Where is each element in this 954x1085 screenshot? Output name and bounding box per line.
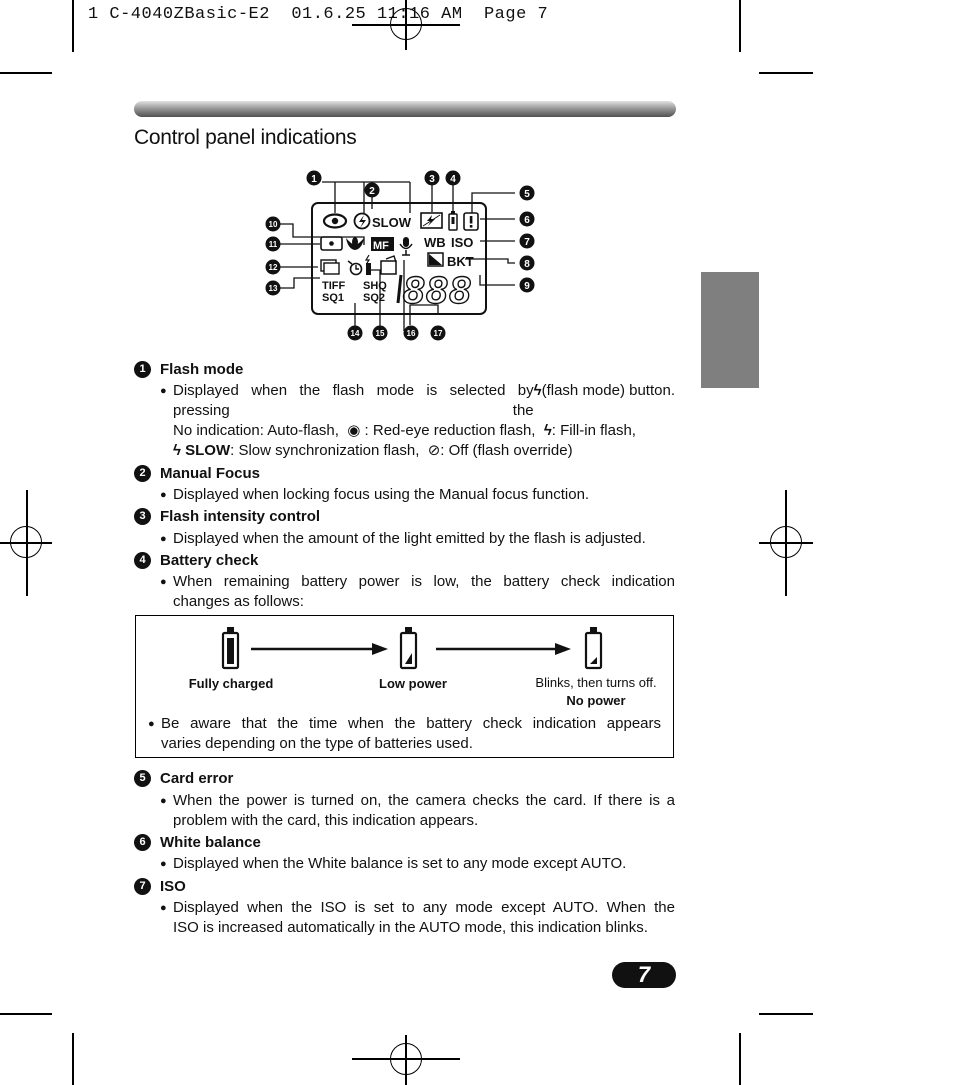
crop-mark — [0, 72, 52, 74]
item-manual-focus — [134, 465, 260, 482]
label-fully-charged: Fully charged — [188, 676, 274, 691]
bullet-icon: ● — [160, 489, 167, 501]
flash-off-icon — [355, 214, 370, 229]
item-iso-text: ● Displayed when the ISO is set to any mode except AUTO. When the ISO is increased automatically in the AUTO mode, this indication blinks. — [160, 899, 675, 936]
lcd-shq-label: SHQ — [363, 280, 387, 292]
page-number: 7 — [612, 962, 676, 988]
item-number: 7 — [134, 878, 151, 895]
item-card-error-text: ● When the power is turned on, the camera checks the card. If there is a problem with the card, this indication appears. — [160, 792, 675, 829]
item-title: Manual Focus — [160, 465, 261, 482]
crop-mark — [0, 1013, 52, 1015]
crop-mark — [759, 1013, 813, 1015]
callout-9 — [520, 278, 535, 293]
macro-icon — [346, 237, 364, 250]
crop-mark — [759, 72, 813, 74]
exposure-compensation-icon — [428, 253, 443, 266]
lcd-digits: 888 — [403, 270, 473, 312]
flash-intensity-icon — [421, 213, 442, 228]
battery-icon — [401, 627, 416, 668]
battery-icon — [449, 211, 457, 230]
svg-text:8: 8 — [524, 259, 530, 270]
item-title: Flash mode — [160, 361, 244, 378]
crop-mark — [739, 1033, 741, 1085]
item-flash-mode — [134, 361, 243, 378]
item-title: Flash intensity control — [160, 508, 321, 525]
svg-text:10: 10 — [268, 220, 278, 229]
svg-text:3: 3 — [429, 174, 435, 185]
crop-mark — [739, 0, 741, 52]
svg-text:6: 6 — [524, 215, 530, 226]
item-battery-check — [134, 552, 258, 569]
callout-11 — [266, 237, 281, 252]
flash-icon: ϟ — [173, 442, 186, 459]
arrow-right-icon — [436, 643, 571, 655]
callout-15 — [373, 326, 388, 341]
svg-text:17: 17 — [433, 329, 443, 338]
item-number: 5 — [134, 770, 151, 787]
item-white-balance — [134, 834, 261, 851]
microphone-icon — [400, 237, 412, 255]
label-blinks: Blinks, then turns off. — [535, 675, 657, 690]
item-title: Card error — [160, 770, 234, 787]
svg-text:14: 14 — [350, 329, 360, 338]
lcd-bkt-label: BKT — [447, 254, 474, 269]
item-number: 4 — [134, 552, 151, 569]
item-number: 6 — [134, 834, 151, 851]
flash-off-icon: ⊘ — [423, 442, 441, 459]
crop-mark — [72, 1033, 74, 1085]
red-eye-icon: ◉ — [343, 422, 365, 439]
svg-text:5: 5 — [524, 189, 530, 200]
callout-1 — [307, 171, 322, 186]
lcd-tiff-label: TIFF — [322, 280, 346, 292]
item-manual-focus-text: ● Displayed when locking focus using the Manual focus function. — [160, 486, 590, 503]
lcd-wb-label: WB — [424, 235, 446, 250]
item-iso — [134, 878, 186, 895]
callout-5 — [520, 186, 535, 201]
sequential-shooting-icon — [321, 260, 339, 274]
lcd-iso-label: ISO — [451, 235, 474, 250]
callout-10 — [266, 217, 281, 232]
item-title: White balance — [160, 834, 261, 851]
battery-note: ● Be aware that the time when the battery check indication appears varies depending on the type of batteries used. — [148, 715, 661, 752]
item-number: 2 — [134, 465, 151, 482]
bullet-icon: ● — [160, 858, 167, 870]
callout-4 — [446, 171, 461, 186]
item-flash-mode-text: ● Displayed when the flash mode is selected by pressing the ϟ (flash mode) button. No indication: Auto-flash, ◉ : Red-eye reduction flash, ϟ: Fill-in flash, ϟ SLOW: Slow synchronization flash, ⊘: Off (flash override) — [160, 382, 675, 459]
manual-focus-icon — [371, 237, 394, 252]
battery-status-box — [135, 615, 674, 758]
arrow-right-icon — [251, 643, 388, 655]
item-card-error — [134, 770, 233, 787]
lcd-slow-label: SLOW — [372, 215, 411, 230]
callout-7 — [520, 234, 535, 249]
flash-icon: ϟ — [539, 422, 552, 439]
print-header: 1 C-4040ZBasic-E2 01.6.25 11:16 AM Page 7 — [88, 5, 549, 24]
svg-text:1: 1 — [311, 174, 317, 185]
callout-3 — [425, 171, 440, 186]
lcd-sq2-label: SQ2 — [363, 292, 386, 304]
item-number: 1 — [134, 361, 151, 378]
svg-text:MF: MF — [373, 240, 389, 252]
label-no-power: No power — [566, 693, 626, 708]
svg-text:11: 11 — [268, 240, 278, 249]
red-eye-icon — [324, 215, 346, 228]
bullet-icon: ● — [148, 718, 155, 730]
callout-13 — [266, 281, 281, 296]
svg-text:15: 15 — [375, 329, 385, 338]
spot-metering-icon — [321, 237, 342, 250]
item-white-balance-text: ● Displayed when the White balance is set to any mode except AUTO. — [160, 855, 627, 872]
label-low-power: Low power — [379, 676, 447, 691]
item-title: Battery check — [160, 552, 259, 569]
crop-mark — [72, 0, 74, 52]
battery-icon — [223, 627, 238, 668]
side-tab — [701, 272, 759, 388]
svg-text:2: 2 — [369, 186, 375, 197]
item-battery-check-text: ● When remaining battery power is low, the battery check indication changes as follows: — [160, 573, 675, 610]
bullet-icon: ● — [160, 576, 167, 588]
svg-text:9: 9 — [524, 281, 530, 292]
svg-text:12: 12 — [268, 263, 278, 272]
section-title: Control panel indications — [134, 126, 357, 149]
callout-17 — [431, 326, 446, 341]
callout-6 — [520, 212, 535, 227]
callout-16 — [404, 326, 419, 341]
callout-12 — [266, 260, 281, 275]
item-title: ISO — [160, 878, 186, 895]
card-error-icon — [464, 213, 478, 230]
callout-8 — [520, 256, 535, 271]
item-number: 3 — [134, 508, 151, 525]
svg-text:13: 13 — [268, 284, 278, 293]
item-flash-intensity-text: ● Displayed when the amount of the light emitted by the flash is adjusted. — [160, 530, 646, 547]
svg-text:4: 4 — [450, 174, 456, 185]
card-write-icon — [381, 256, 396, 274]
callout-2 — [365, 183, 380, 198]
flash-icon: ϟ — [533, 382, 542, 399]
bullet-icon: ● — [160, 533, 167, 545]
item-flash-intensity — [134, 508, 320, 525]
lcd-sq1-label: SQ1 — [322, 292, 345, 304]
bullet-icon: ● — [160, 385, 167, 397]
self-timer-icon — [348, 261, 362, 275]
control-panel-diagram — [260, 165, 550, 345]
svg-text:16: 16 — [406, 329, 416, 338]
title-bar — [134, 101, 676, 117]
svg-text:7: 7 — [524, 237, 530, 248]
remote-control-icon — [366, 255, 371, 275]
bullet-icon: ● — [160, 902, 167, 914]
battery-icon — [586, 627, 601, 668]
bullet-icon: ● — [160, 795, 167, 807]
callout-14 — [348, 326, 363, 341]
